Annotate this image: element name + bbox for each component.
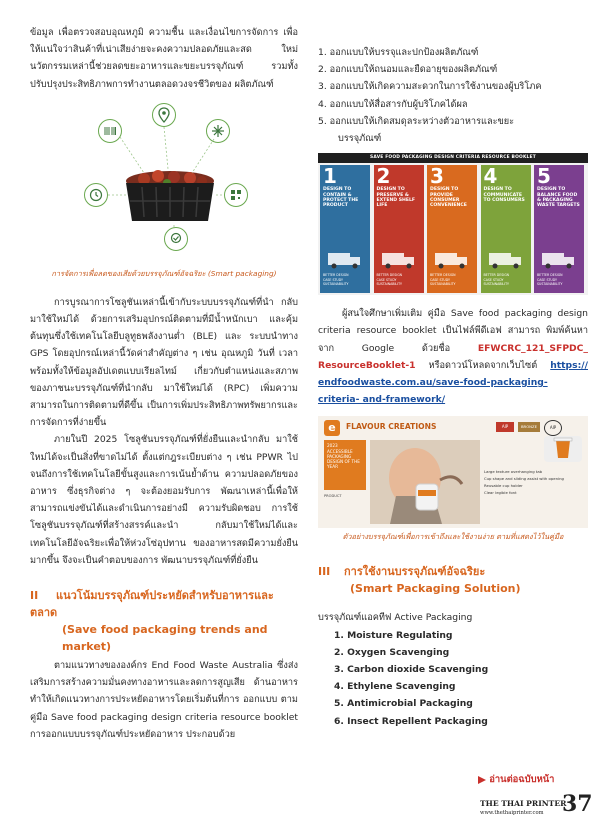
active-packaging-heading: บรรจุภัณฑ์แอคทีฟ Active Packaging bbox=[318, 612, 473, 624]
list-item: 2. Oxygen Scavenging bbox=[334, 646, 450, 658]
paragraph-integration: การบูรณาการโซลูชันเหล่านี้เข้ากับระบบบรรจุภัณฑ์ที่นำ กลับมาใช้ใหม่ได้ ด้วยการเสริมอุปกรณ์ติดตามที่มีน้ำหนักเบา และคุ้มต้นทุนซึ่งใช้เทคโนโลยีบลูทูธพลังงานต่ำ (BLE) และ ระบบนำทาง GPS โดยอุปกรณ์เหล่านี้วัดค่าสำคัญต่าง ๆ เช่น อุณหภูมิ วันที่ เวลา พร้อมทั้งให้ข้อมูลอัปเดตแบบเรียลไทม์ เกี่ยวกับตำแหน่งและสภาพของภาชนะบรรจุภัณฑ์ที่นำกลับ มาใช้ใหม่ได้ (RPC) เพิ่มความสามารถในการติดตามที่ดีขึ้น เป็นการเพิ่มประสิทธิภาพทรัพยากรและการจัดการที่ง่ายขึ้น bbox=[30, 296, 298, 429]
section-number: III bbox=[318, 565, 331, 579]
booklet-image bbox=[318, 153, 588, 295]
card-number: 1 bbox=[323, 164, 337, 189]
search-term: EFWCRC_121_SFPDC_ ResourceBooklet-1 bbox=[318, 342, 589, 371]
feature-list bbox=[484, 468, 584, 496]
list-item: 5. ออกแบบให้เกิดสมดุลระหว่างตัวอาหารและขยะ bbox=[318, 115, 515, 127]
page-footer bbox=[480, 791, 593, 825]
award-panel bbox=[324, 440, 366, 490]
produce-crate-image bbox=[122, 167, 218, 223]
card-number: 2 bbox=[376, 164, 391, 189]
booklet-card-5 bbox=[534, 165, 584, 293]
figure-caption-smart-packaging: การจัดการเพื่อลดของเสียด้วยบรรจุภัณฑ์อัจฉริยะ (Smart packaging) bbox=[51, 268, 277, 278]
feature-item: Clear legible font bbox=[484, 490, 517, 496]
list-item: 3. Carbon dioxide Scavenging bbox=[334, 664, 489, 676]
location-pin-icon bbox=[152, 103, 176, 127]
card-title: DESIGN TO BALANCE FOOD & PACKAGING WASTE TARGETS bbox=[537, 187, 580, 209]
award-badge-2: BRONZE bbox=[518, 422, 540, 432]
continue-next-issue[interactable] bbox=[478, 772, 554, 787]
list-item-continuation: บรรจุภัณฑ์ bbox=[338, 133, 382, 145]
flavour-creations-image bbox=[318, 416, 588, 528]
booklet-card-2 bbox=[374, 165, 424, 293]
card-title: DESIGN TO PRESERVE & EXTEND SHELF LIFE bbox=[376, 187, 416, 209]
card-illustration bbox=[485, 247, 527, 269]
booklet-banner: SAVE FOOD PACKAGING DESIGN CRITERIA RESOURCE BOOKLET bbox=[318, 153, 588, 163]
award-text: 2023 ACCESSIBLE PACKAGING DESIGN OF THE YEAR bbox=[327, 443, 360, 470]
arrow-right-icon bbox=[478, 776, 486, 784]
award-badge-1: AIP bbox=[496, 422, 514, 432]
card-title: DESIGN TO COMMUNICATE TO CONSUMERS bbox=[483, 187, 525, 204]
quality-badge-icon bbox=[164, 227, 188, 251]
award-badge-3: AIP bbox=[544, 420, 562, 436]
card-footer: BETTER DESIGN CASE STUDY SUSTAINABILITY bbox=[483, 273, 510, 287]
card-number: 4 bbox=[483, 164, 498, 189]
magazine-brand: THE THAI PRINTER bbox=[480, 799, 567, 808]
card-title: DESIGN TO CONTAIN & PROTECT THE PRODUCT bbox=[323, 187, 359, 209]
card-illustration bbox=[378, 247, 420, 269]
flavour-title: FLAVOUR CREATIONS bbox=[346, 422, 437, 432]
paragraph-2025: ภายในปี 2025 โซลูชันบรรจุภัณฑ์ที่ยั่งยืนและนำกลับ มาใช้ใหม่ได้จะเป็นสิ่งที่ขาดไม่ได้ ตั้งแต่กฎระเบียบต่าง ๆ เช่น PPWR ไปจนถึงการใช้เทคโนโลยีขั้นสูงและการเน้นย้ำด้าน ความปลอดภัยของอาหาร ซึ่งธุรกิจต่าง ๆ จะต้องยอมรับการ พัฒนาเหล่านี้เพื่อให้สามารถแข่งขันได้และดำเนินการอย่างมี ความรับผิดชอบ การใช้โซลูชันบรรจุภัณฑ์ที่สร้างสรรค์และนำ กลับมาใช้ใหม่ได้และเทคโนโลยีอัจฉริยะเพื่อให้ห่วงโซ่อุปทาน ของอาหารสดมีความยั่งยืนมากขึ้น จึงจะเป็นคำตอบของการ พัฒนาบรรจุภัณฑ์ที่ยั่งยืน bbox=[30, 434, 298, 566]
card-title: DESIGN TO PROVIDE CONSUMER CONVENIENCE bbox=[430, 187, 467, 209]
card-footer: BETTER DESIGN CASE STUDY SUSTAINABILITY bbox=[537, 273, 563, 287]
card-footer: BETTER DESIGN CASE STUDY SUSTAINABILITY bbox=[376, 273, 403, 287]
continue-label: อ่านต่อฉบับหน้า bbox=[489, 774, 555, 785]
booklet-card-1 bbox=[320, 165, 370, 293]
design-criteria-list bbox=[318, 44, 588, 147]
active-packaging-list bbox=[318, 627, 588, 730]
clock-icon bbox=[84, 183, 108, 207]
product-label: PRODUCT bbox=[324, 494, 342, 499]
section-title: การใช้งานบรรจุภัณฑ์อัจฉริยะ bbox=[344, 565, 486, 579]
list-item: 3. ออกแบบให้เกิดความสะดวกในการใช้งานของผู้บริโภค bbox=[318, 81, 542, 93]
booklet-card-3 bbox=[427, 165, 477, 293]
card-footer: BETTER DESIGN CASE STUDY SUSTAINABILITY bbox=[323, 273, 349, 287]
product-photo bbox=[370, 440, 480, 524]
card-number: 3 bbox=[430, 164, 444, 189]
feature-item: Large texture overhanging tab bbox=[484, 469, 543, 475]
section-3-heading bbox=[318, 563, 588, 597]
figure-caption-accessible: ตัวอย่างบรรจุภัณฑ์เพื่อการเข้าถึงและใช้งานง่าย ตามที่แสดงไว้ในคู่มือ bbox=[342, 532, 564, 542]
magazine-url: www.thethaiprinter.com bbox=[480, 810, 544, 816]
list-item: 4. Ethylene Scavenging bbox=[334, 681, 456, 693]
paragraph-more-info bbox=[318, 305, 588, 408]
section-subtitle: (Smart Packaging Solution) bbox=[350, 582, 521, 596]
booklet-card-4 bbox=[481, 165, 531, 293]
list-item: 6. Insect Repellent Packaging bbox=[334, 715, 488, 727]
cup-photo bbox=[544, 436, 582, 462]
left-column bbox=[30, 0, 298, 743]
smart-packaging-illustration bbox=[64, 97, 264, 265]
section-title: แนวโน้มบรรจุภัณฑ์ประหยัดสำหรับอาหารและตลาด bbox=[30, 589, 274, 620]
card-illustration bbox=[324, 247, 366, 269]
website-link[interactable]: https:// endfoodwaste.com.au/save-food-packaging-criteria- and-framework/ bbox=[318, 359, 588, 406]
list-item: 1. ออกแบบให้บรรจุและปกป้องผลิตภัณฑ์ bbox=[318, 47, 479, 58]
list-item: 1. Moisture Regulating bbox=[334, 629, 453, 641]
section-number: II bbox=[30, 589, 39, 603]
feature-item: Cup shape and sliding assist with opening bbox=[484, 476, 564, 482]
qr-code-icon bbox=[224, 183, 248, 207]
card-number: 5 bbox=[537, 164, 551, 189]
paragraph-intro: ข้อมูล เพื่อตรวจสอบอุณหภูมิ ความชื้น และเงื่อนไขการจัดการ เพื่อให้แน่ใจว่าสินค้าที่เน่าเสียง่ายจะคงความปลอดภัยและสด ใหม่ นวัตกรรมเหล่านี้ช่วยลดขยะอาหารและขยะบรรจุภัณฑ์ รวมทั้งปรับปรุงประสิทธิภาพการทำงานตลอดวงจรชีวิตของ ผลิตภัณฑ์ bbox=[30, 27, 298, 90]
temperature-icon bbox=[206, 119, 230, 143]
info-text-2: หรือดาวน์โหลดจากเว็บไซต์ bbox=[428, 359, 538, 371]
card-illustration bbox=[538, 247, 580, 269]
section-subtitle: (Save food packaging trends and market) bbox=[62, 623, 268, 654]
card-footer: BETTER DESIGN CASE STUDY SUSTAINABILITY bbox=[430, 273, 456, 287]
paragraph-efwa: ตามแนวทางขององค์กร End Food Waste Australia ซึ่งส่งเสริมการสร้างความมั่นคงทางอาหารและลดการสูญเสีย ด้านอาหาร ทำให้เกิดแนวทางการประหยัดอาหารโดยเริ่มต้นที่การ ออกแบบ ตามคู่มือ Save food packaging design criteria resource booklet การออกแบบบรรจุภัณฑ์ประหยัดอาหาร ประกอบด้วย bbox=[30, 660, 298, 740]
section-2-heading bbox=[30, 587, 298, 655]
flavour-logo: e bbox=[324, 420, 340, 436]
page-number: 37 bbox=[562, 791, 593, 817]
list-item: 5. Antimicrobial Packaging bbox=[334, 698, 473, 710]
list-item: 4. ออกแบบให้สื่อสารกับผู้บริโภคได้ผล bbox=[318, 98, 468, 110]
feature-item: Reusable cup holder bbox=[484, 483, 523, 489]
card-illustration bbox=[431, 247, 473, 269]
right-column bbox=[318, 0, 588, 730]
list-item: 2. ออกแบบให้ถนอมและยืดอายุของผลิตภัณฑ์ bbox=[318, 64, 498, 76]
info-text: ผู้สนใจศึกษาเพิ่มเติม คู่มือ Save food packaging design criteria resource booklet เป็นไฟล์พีดีเอฟ สามารถ พิมพ์ค้นหาจาก Google ด้วยชื่อ bbox=[318, 308, 588, 354]
barcode-icon bbox=[98, 119, 122, 143]
